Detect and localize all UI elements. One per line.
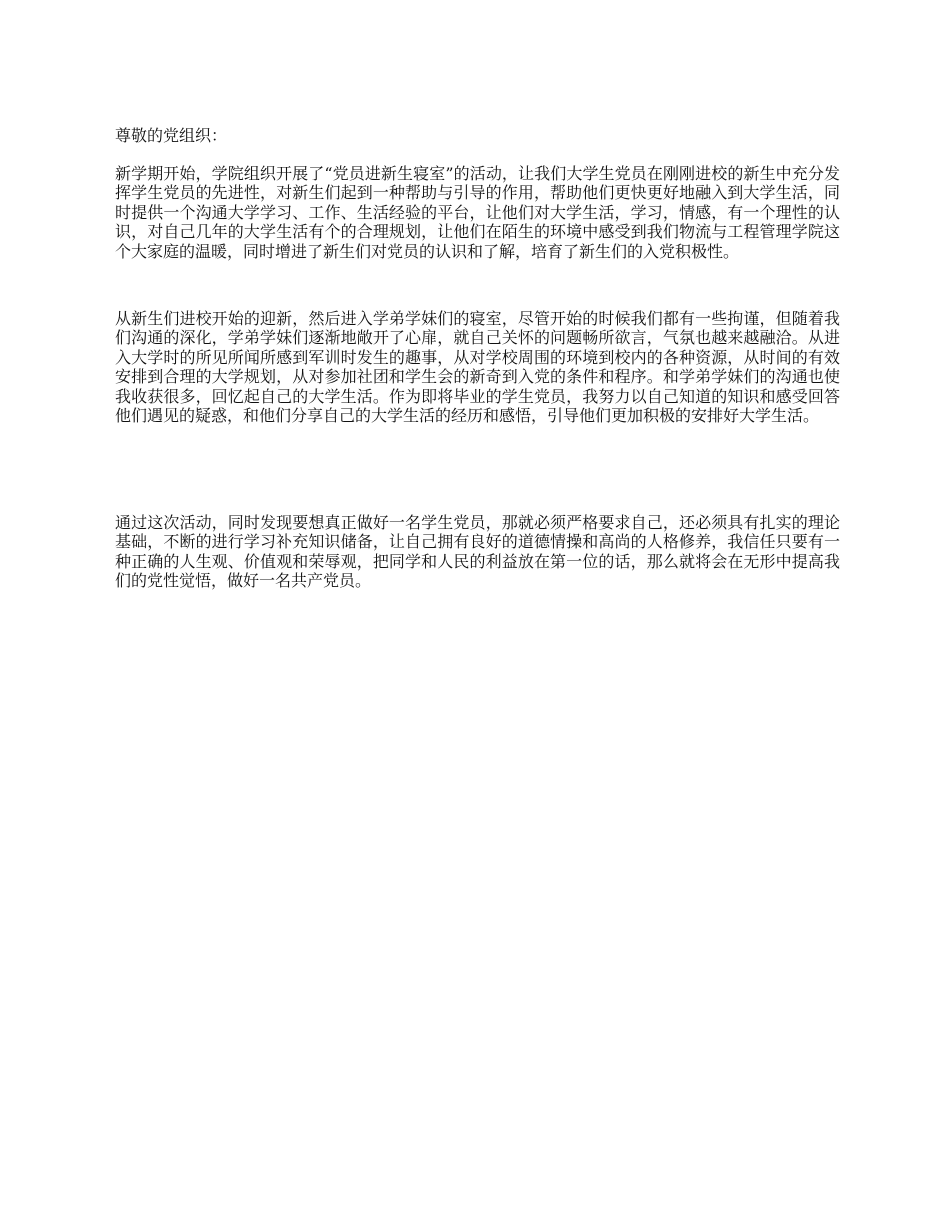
- paragraph-2: 从新生们进校开始的迎新，然后进入学弟学妹们的寝室，尽管开始的时候我们都有一些拘谨，但随着我们沟通的深化，学弟学妹们逐渐地敞开了心扉，就自己关怀的问题畅所欲言，气氛也越来越融洽。从进入大学时的所见所闻所感到军训时发生的趣事，从对学校周围的环境到校内的各种资源，从时间的有效安排到合理的大学规划，从对参加社团和学生会的新奇到入党的条件和程序。和学弟学妹们的沟通也使我收获很多，回忆起自己的大学生活。作为即将毕业的学生党员，我努力以自己知道的知识和感受回答他们遇见的疑惑，和他们分享自己的大学生活的经历和感悟，引导他们更加积极的安排好大学生活。: [115, 309, 840, 426]
- paragraph-1: 新学期开始，学院组织开展了“党员进新生寝室”的活动，让我们大学生党员在刚刚进校的新生中充分发挥学生党员的先进性，对新生们起到一种帮助与引导的作用，帮助他们更快更好地融入到大学生活，同时提供一个沟通大学学习、工作、生活经验的平台，让他们对大学生活，学习，情感，有一个理性的认识，对自己几年的大学生活有个的合理规划，让他们在陌生的环境中感受到我们物流与工程管理学院这个大家庭的温暖，同时增进了新生们对党员的认识和了解，培育了新生们的入党积极性。: [115, 164, 840, 261]
- salutation: 尊敬的党组织：: [115, 126, 228, 145]
- paragraph-3: 通过这次活动，同时发现要想真正做好一名学生党员，那就必须严格要求自己，还必须具有扎实的理论基础，不断的进行学习补充知识储备，让自己拥有良好的道德情操和高尚的人格修养，我信任只要有一种正确的人生观、价值观和荣辱观，把同学和人民的利益放在第一位的话，那么就将会在无形中提高我们的党性觉悟，做好一名共产党员。: [115, 513, 840, 591]
